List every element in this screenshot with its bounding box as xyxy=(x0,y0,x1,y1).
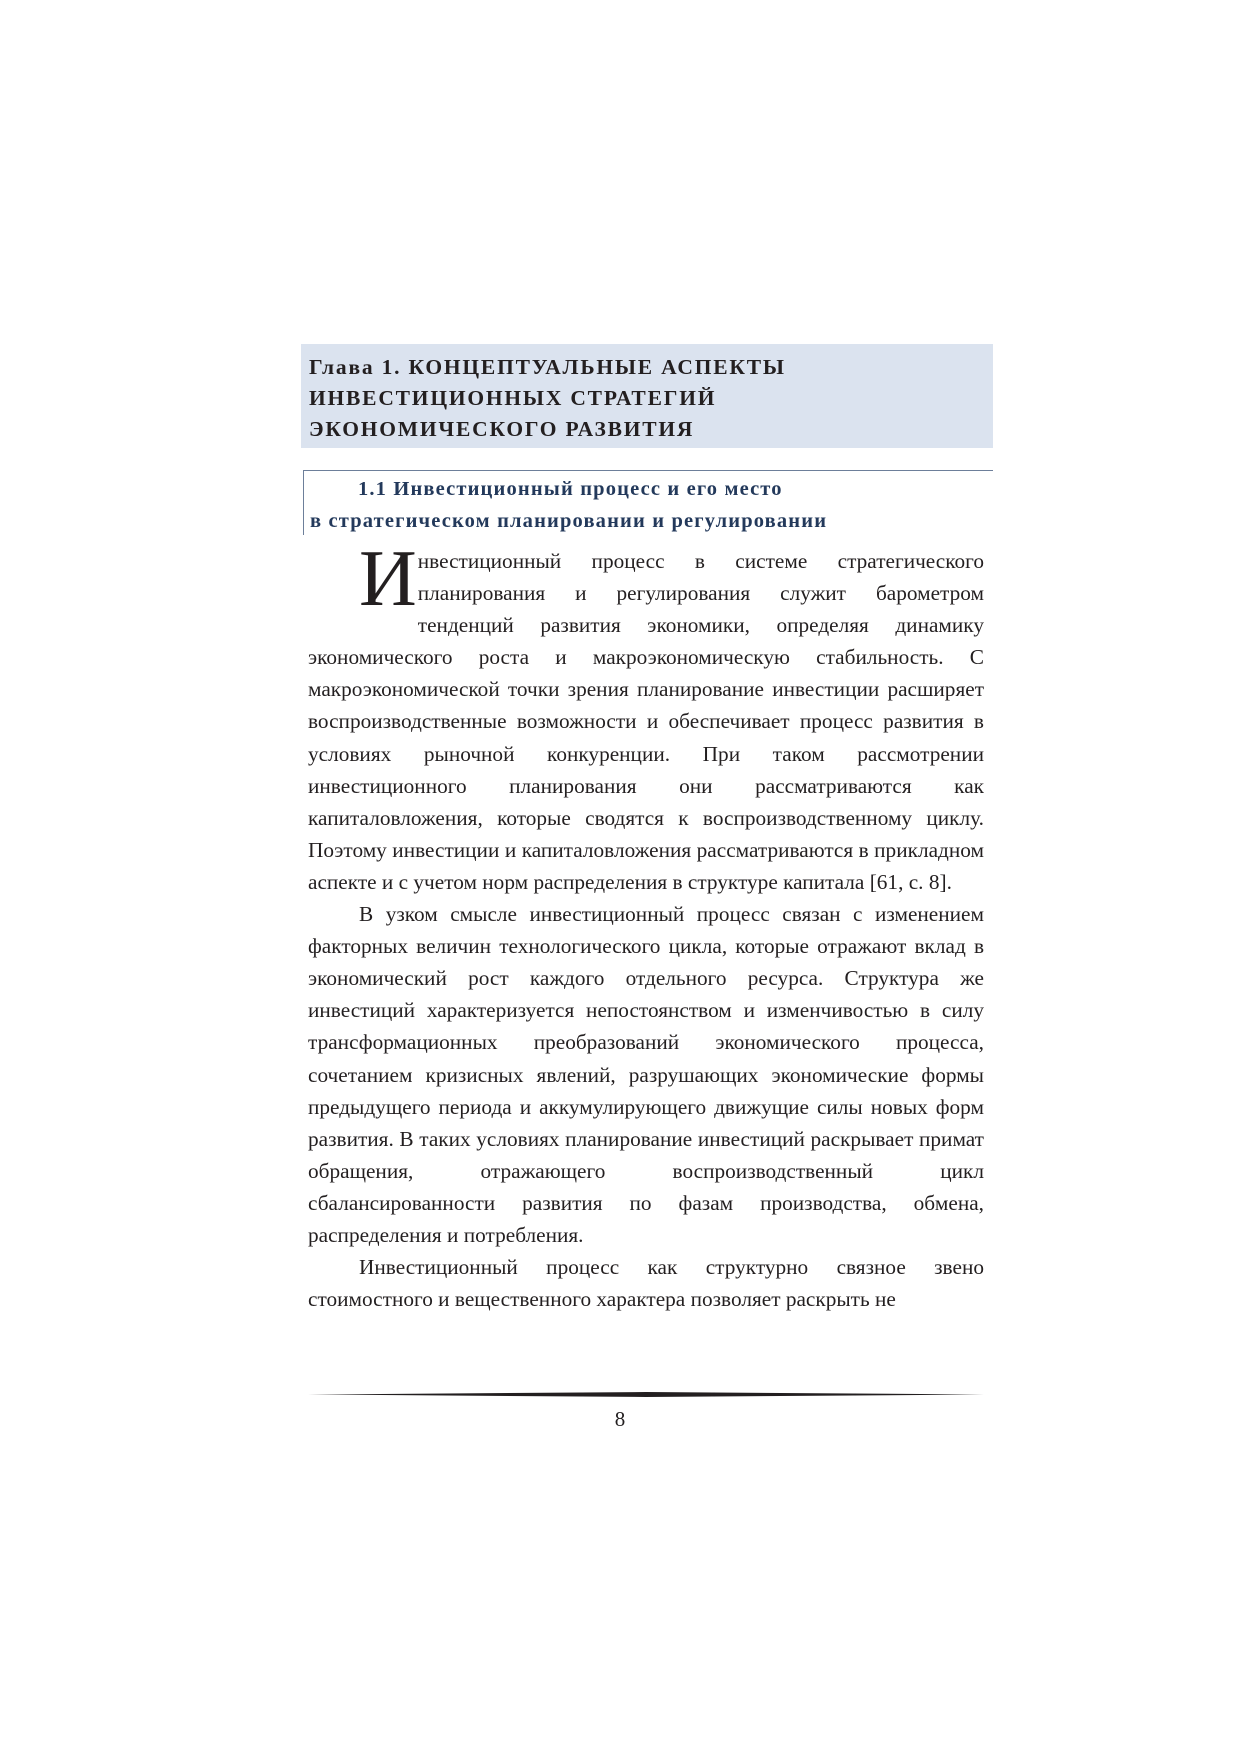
section-heading-box xyxy=(303,470,993,535)
body-text xyxy=(308,535,984,1315)
paragraph-1-text: нвестиционный процесс в системе стратегического планирования и регулирования служит барометром тенденций развития экономики, определяя динамику экономического роста и макроэкономическую стабильность. С макроэкономической точки зрения планирование инвестиции расширяет воспроизводственные возможности и обеспечивает процесс развития в условиях рыночной конкуренции. При таком рассмотрении инвестиционного планирования они рассматриваются как капиталовложения, которые сводятся к воспроизводственному циклу. Поэтому инвестиции и капиталовложения рассматриваются в прикладном аспекте и с учетом норм распределения в структуре капитала [61, с. 8]. xyxy=(308,549,984,894)
drop-cap: И xyxy=(359,535,417,623)
paragraph-3: Инвестиционный процесс как структурно связное звено стоимостного и вещественного характера позволяет раскрыть не xyxy=(308,1255,984,1312)
chapter-heading-box xyxy=(301,344,993,448)
chapter-title-line-3: ЭКОНОМИЧЕСКОГО РАЗВИТИЯ xyxy=(309,417,695,441)
section-title-line-1: 1.1 Инвестиционный процесс и его место xyxy=(358,478,783,500)
chapter-title xyxy=(309,352,983,445)
chapter-title-line-1: Глава 1. КОНЦЕПТУАЛЬНЫЕ АСПЕКТЫ xyxy=(309,355,786,379)
footer-rule xyxy=(308,1392,984,1397)
paragraph-1 xyxy=(308,535,984,898)
section-title xyxy=(304,473,993,537)
paragraph-2: В узком смысле инвестиционный процесс связан с изменением факторных величин технологического цикла, которые отражают вклад в экономический рост каждого отдельного ресурса. Структура же инвестиций характеризуется непостоянством и изменчивостью в силу трансформационных преобразований экономического процесса, сочетанием кризисных явлений, разрушающих экономические формы предыдущего периода и аккумулирующего движущие силы новых форм развития. В таких условиях планирование инвестиций раскрывает примат обращения, отражающего воспроизводственный цикл сбалансированности развития по фазам производства, обмена, распределения и потребления. xyxy=(308,902,984,1247)
section-title-line-2: в стратегическом планировании и регулировании xyxy=(310,510,828,532)
chapter-title-line-2: ИНВЕСТИЦИОННЫХ СТРАТЕГИЙ xyxy=(309,386,717,410)
page-number: 8 xyxy=(614,1407,626,1431)
